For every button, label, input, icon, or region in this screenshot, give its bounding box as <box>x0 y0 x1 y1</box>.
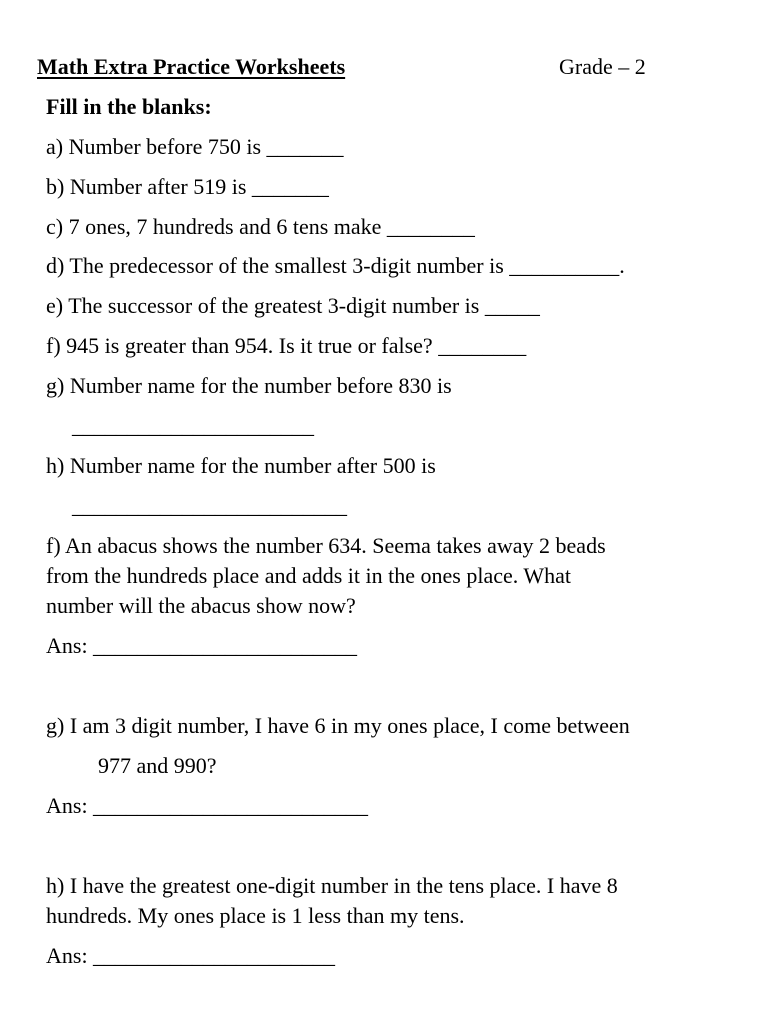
question-d: d) The predecessor of the smallest 3-digit number is __________. <box>46 253 625 278</box>
worksheet-title: Math Extra Practice Worksheets <box>37 54 346 79</box>
abacus-answer-line: Ans: ________________________ <box>46 633 358 658</box>
tens-problem-line-2: hundreds. My ones place is 1 less than my tens. <box>46 903 465 928</box>
section-heading: Fill in the blanks: <box>46 94 212 119</box>
question-a: a) Number before 750 is _______ <box>46 134 344 159</box>
abacus-problem-line-3: number will the abacus show now? <box>46 593 356 618</box>
grade-label: Grade – 2 <box>559 54 646 79</box>
abacus-problem-line-2: from the hundreds place and adds it in the ones place. What <box>46 563 571 588</box>
question-h: h) Number name for the number after 500 is <box>46 453 436 478</box>
question-c: c) 7 ones, 7 hundreds and 6 tens make ________ <box>46 214 475 239</box>
digit-problem-line-1: g) I am 3 digit number, I have 6 in my ones place, I come between <box>46 713 630 738</box>
digit-problem-line-2: 977 and 990? <box>98 753 217 778</box>
tens-problem-line-1: h) I have the greatest one-digit number in the tens place. I have 8 <box>46 873 618 898</box>
question-h-blank: _________________________ <box>72 493 347 518</box>
question-g: g) Number name for the number before 830 is <box>46 373 452 398</box>
tens-answer-line: Ans: ______________________ <box>46 943 336 968</box>
abacus-problem-line-1: f) An abacus shows the number 634. Seema takes away 2 beads <box>46 533 606 558</box>
question-g-blank: ______________________ <box>72 413 314 438</box>
question-b: b) Number after 519 is _______ <box>46 174 329 199</box>
question-e: e) The successor of the greatest 3-digit number is _____ <box>46 293 540 318</box>
digit-answer-line: Ans: _________________________ <box>46 793 369 818</box>
question-f: f) 945 is greater than 954. Is it true or false? ________ <box>46 333 527 358</box>
